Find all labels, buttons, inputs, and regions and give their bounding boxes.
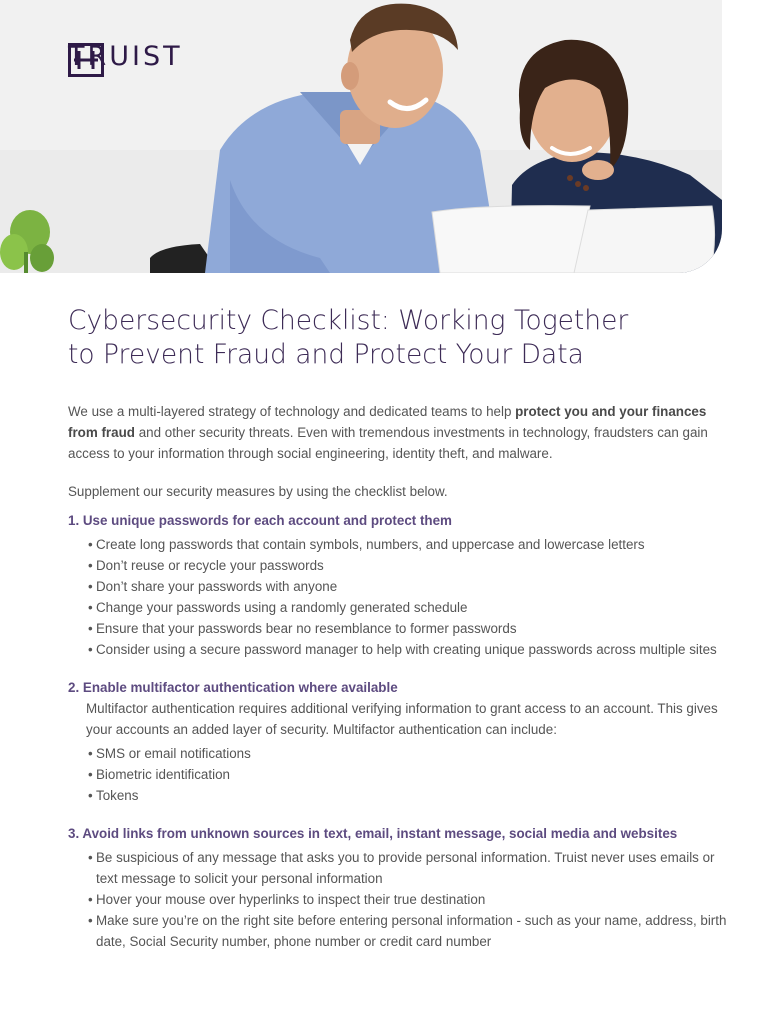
section-heading: 1. Use unique passwords for each account and protect them — [68, 513, 452, 528]
list-item — [68, 534, 728, 555]
supplement-paragraph: Supplement our security measures by using the checklist below. — [68, 484, 448, 499]
intro-text-end: and other security threats. Even with tremendous investments in technology, fraudsters can gain access to your information through social engineering, identity theft, and malware. — [68, 425, 708, 461]
intro-paragraph — [68, 401, 728, 464]
bullet-icon: • — [88, 788, 93, 803]
list-item — [68, 785, 728, 806]
list-item-text: Biometric identification — [96, 767, 230, 782]
list-item-text: Don’t share your passwords with anyone — [96, 579, 338, 594]
list-item-text: Ensure that your passwords bear no resemblance to former passwords — [96, 621, 517, 636]
list-item-text: SMS or email notifications — [96, 746, 251, 761]
list-item-text: Create long passwords that contain symbols, numbers, and uppercase and lowercase letters — [96, 537, 645, 552]
bullet-icon: • — [88, 913, 93, 928]
bullet-icon: • — [88, 579, 93, 594]
list-item-text: Consider using a secure password manager to help with creating unique passwords across multiple sites — [96, 642, 717, 657]
intro-emphasis: protect you and your finances from fraud — [68, 404, 707, 440]
list-item — [68, 847, 728, 889]
list-item-text: Be suspicious of any message that asks you to provide personal information. Truist never uses emails or text message to solicit your personal information — [96, 850, 715, 886]
section-heading: 2. Enable multifactor authentication where available — [68, 680, 398, 695]
list-item — [68, 743, 728, 764]
bullet-icon: • — [88, 558, 93, 573]
bullet-icon: • — [88, 746, 93, 761]
list-item-text: Don’t reuse or recycle your passwords — [96, 558, 324, 573]
intro-text-start: We use a multi-layered strategy of technology and dedicated teams to help — [68, 404, 516, 419]
list-item — [68, 889, 728, 910]
section-heading: 3. Avoid links from unknown sources in text, email, instant message, social media and websites — [68, 826, 678, 841]
laptop-illustration — [432, 206, 715, 273]
bullet-icon: • — [88, 600, 93, 615]
bullet-list — [68, 847, 728, 952]
bullet-icon: • — [88, 642, 93, 657]
list-item — [68, 618, 728, 639]
bullet-list — [68, 743, 728, 806]
list-item — [68, 764, 728, 785]
brand-logo — [68, 43, 183, 70]
document-body — [68, 304, 728, 952]
list-item — [68, 910, 728, 952]
bullet-icon: • — [88, 621, 93, 636]
list-item — [68, 597, 728, 618]
bullet-icon: • — [88, 537, 93, 552]
checklist-section-3 — [68, 823, 728, 952]
bullet-icon: • — [88, 892, 93, 907]
page-title-line-1: Cybersecurity Checklist: Working Together — [68, 305, 629, 336]
list-item-text: Hover your mouse over hyperlinks to inspect their true destination — [96, 892, 486, 907]
truist-logo-mark-icon — [68, 43, 104, 77]
checklist-section-2 — [68, 677, 728, 806]
bullet-icon: • — [88, 850, 93, 865]
list-item-text: Change your passwords using a randomly generated schedule — [96, 600, 468, 615]
section-description: Multifactor authentication requires additional verifying information to grant access to an account. This gives your accounts an added layer of security. Multifactor authentication can include: — [86, 701, 718, 737]
page-title — [68, 304, 728, 372]
list-item — [68, 639, 728, 660]
page-title-line-2: to Prevent Fraud and Protect Your Data — [68, 339, 584, 370]
checklist-section-1 — [68, 510, 728, 660]
list-item-text: Make sure you’re on the right site before entering personal information - such as your name, address, birth date, Social Security number, phone number or credit card number — [96, 913, 727, 949]
bullet-icon: • — [88, 767, 93, 782]
list-item — [68, 555, 728, 576]
bullet-list — [68, 534, 728, 660]
brand-wordmark: TRUIST — [68, 41, 183, 72]
list-item — [68, 576, 728, 597]
hero-photo — [0, 0, 722, 273]
list-item-text: Tokens — [96, 788, 139, 803]
